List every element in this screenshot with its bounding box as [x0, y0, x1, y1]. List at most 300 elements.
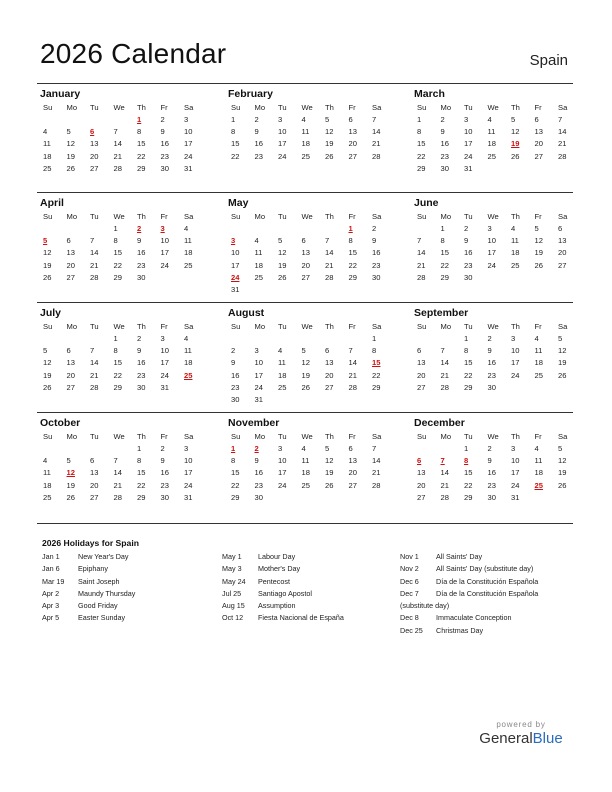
day-cell: 16 [254, 468, 263, 478]
country-label: Spain [529, 52, 568, 69]
day-cell: 18 [487, 139, 496, 149]
day-cell: 23 [464, 260, 473, 270]
holiday-item [42, 588, 217, 600]
day-cell: 26 [301, 382, 310, 392]
holiday-name: Día de la Constitución Española [436, 576, 539, 586]
day-cell: 16 [372, 248, 381, 258]
day-cell: 10 [511, 456, 520, 466]
day-cell: 17 [160, 248, 169, 258]
day-cell: 31 [184, 163, 193, 173]
holiday-date: Apr 5 [42, 613, 60, 623]
holiday-day-cell: 1 [231, 444, 236, 453]
day-cell: 26 [278, 272, 287, 282]
empty-cell [87, 443, 111, 455]
day-cell: 25 [487, 151, 496, 161]
day-cell: 20 [301, 260, 310, 270]
day-cell: 19 [301, 370, 310, 380]
day-cell: 22 [113, 370, 122, 380]
holiday-day-cell: 3 [160, 224, 165, 233]
empty-cell [275, 223, 299, 235]
day-cell: 16 [231, 370, 240, 380]
day-cell: 14 [113, 139, 122, 149]
day-cell: 21 [440, 370, 449, 380]
holiday-name: Fiesta Nacional de España [258, 613, 344, 623]
day-cell: 4 [278, 346, 283, 356]
day-cell: 17 [184, 139, 193, 149]
empty-cell [64, 114, 88, 126]
day-cell: 16 [137, 248, 146, 258]
day-cell: 23 [254, 480, 263, 490]
holiday-name: Día de la Constitución Española [436, 588, 539, 598]
month-march [414, 87, 574, 175]
month-name: October [40, 417, 81, 429]
day-cell: 13 [558, 236, 567, 246]
day-cell: 1 [464, 334, 469, 343]
month-name: March [414, 88, 445, 100]
day-cell: 27 [66, 272, 75, 282]
row-divider [37, 302, 573, 303]
weekday-header: Th [325, 432, 334, 441]
day-cell: 19 [66, 480, 75, 490]
day-cell: 24 [184, 480, 193, 490]
weekday-header: Sa [558, 212, 568, 221]
day-cell: 17 [511, 358, 520, 368]
empty-cell [322, 333, 346, 345]
holiday-date: Nov 2 [400, 564, 419, 574]
weekday-header: We [301, 432, 313, 441]
day-cell: 14 [348, 358, 357, 368]
weekday-header: Th [511, 212, 520, 221]
day-cell: 11 [278, 358, 286, 368]
row-divider [37, 412, 573, 413]
weekday-header: We [487, 432, 499, 441]
holiday-day-cell: 8 [464, 456, 469, 466]
holiday-item [400, 612, 575, 624]
day-cell: 31 [511, 492, 520, 502]
month-october [40, 416, 200, 504]
holiday-item [222, 576, 397, 588]
month-name: August [228, 307, 265, 319]
weekday-header: Sa [372, 103, 382, 112]
day-cell: 15 [231, 139, 240, 149]
day-cell: 24 [160, 260, 169, 270]
day-cell: 16 [160, 468, 169, 478]
empty-cell [299, 333, 323, 345]
weekday-header: Su [43, 212, 53, 221]
day-cell: 23 [137, 370, 146, 380]
day-cell: 2 [137, 334, 142, 343]
day-cell: 2 [372, 224, 377, 233]
day-cell: 29 [464, 492, 473, 502]
day-cell: 26 [66, 492, 75, 502]
holiday-day-cell: 24 [231, 272, 240, 282]
day-cell: 15 [464, 468, 473, 478]
day-cell: 18 [254, 260, 263, 270]
holiday-item [222, 551, 397, 563]
day-cell: 5 [325, 444, 330, 453]
day-cell: 24 [511, 480, 520, 490]
holiday-column [42, 551, 217, 625]
day-cell: 3 [160, 334, 165, 343]
day-cell: 9 [487, 346, 492, 356]
day-cell: 13 [417, 468, 426, 478]
day-grid [414, 211, 574, 284]
holiday-item [400, 576, 575, 588]
day-cell: 8 [137, 127, 142, 137]
day-cell: 24 [278, 480, 287, 490]
day-cell: 4 [184, 334, 189, 343]
day-cell: 30 [487, 382, 496, 392]
day-cell: 1 [113, 334, 118, 343]
weekday-header: Sa [184, 322, 194, 331]
day-cell: 7 [113, 456, 118, 466]
holiday-name: Mother's Day [258, 564, 301, 574]
day-cell: 28 [113, 163, 122, 173]
holiday-item [42, 551, 217, 563]
weekday-header: Su [43, 322, 53, 331]
day-cell: 16 [440, 139, 449, 149]
holiday-name: All Saints' Day (substitute day) [436, 564, 534, 574]
day-cell: 22 [417, 151, 426, 161]
empty-cell [64, 333, 88, 345]
day-cell: 3 [184, 115, 189, 124]
weekday-header: Fr [160, 322, 168, 331]
weekday-header: Fr [160, 212, 168, 221]
day-cell: 15 [137, 468, 146, 478]
month-name: April [40, 197, 64, 209]
day-cell: 10 [184, 456, 193, 466]
holiday-day-cell: 15 [372, 358, 381, 368]
empty-cell [252, 333, 276, 345]
day-cell: 5 [325, 115, 330, 124]
day-cell: 26 [511, 151, 520, 161]
weekday-header: Th [325, 322, 334, 331]
day-cell: 6 [348, 444, 353, 453]
day-cell: 3 [184, 444, 189, 453]
day-cell: 12 [301, 358, 310, 368]
holiday-day-cell: 2 [137, 224, 142, 233]
day-cell: 26 [558, 370, 567, 380]
day-cell: 6 [417, 346, 422, 356]
day-cell: 29 [137, 163, 146, 173]
holiday-name: Labour Day [258, 552, 296, 561]
day-cell: 13 [348, 127, 357, 137]
holiday-item [42, 563, 217, 575]
weekday-header: Fr [348, 212, 356, 221]
day-cell: 4 [534, 334, 539, 343]
day-cell: 7 [90, 346, 95, 356]
day-cell: 23 [487, 480, 496, 490]
day-cell: 21 [348, 370, 357, 380]
day-cell: 11 [43, 139, 51, 149]
empty-cell [228, 333, 252, 345]
holiday-item [42, 600, 217, 612]
calendar-title: 2026 Calendar [40, 38, 227, 69]
day-cell: 6 [301, 236, 306, 246]
holiday-date: May 24 [222, 576, 246, 586]
day-cell: 1 [417, 115, 422, 124]
month-name: February [228, 88, 273, 100]
holiday-day-cell: 1 [348, 224, 353, 233]
day-cell: 22 [137, 151, 146, 161]
day-cell: 15 [417, 139, 426, 149]
day-cell: 19 [43, 370, 52, 380]
holiday-day-cell: 6 [417, 456, 422, 466]
day-cell: 23 [160, 151, 169, 161]
day-grid [228, 321, 388, 406]
month-name: July [40, 307, 62, 319]
day-cell: 21 [417, 260, 426, 270]
day-cell: 3 [278, 115, 283, 124]
holiday-date: Dec 8 [400, 613, 419, 623]
day-grid [414, 431, 574, 504]
day-cell: 27 [348, 480, 357, 490]
day-cell: 9 [487, 456, 492, 466]
day-cell: 9 [160, 456, 165, 466]
holiday-name: New Year's Day [78, 552, 129, 561]
weekday-header: Tu [464, 322, 473, 331]
weekday-header: Th [137, 103, 146, 112]
weekday-header: We [301, 322, 313, 331]
day-cell: 30 [137, 382, 146, 392]
day-cell: 14 [90, 358, 99, 368]
day-cell: 25 [534, 370, 543, 380]
day-cell: 11 [184, 236, 192, 246]
day-cell: 11 [534, 346, 543, 356]
day-cell: 5 [43, 346, 48, 356]
weekday-header: Sa [184, 432, 194, 441]
weekday-header: Fr [160, 103, 168, 112]
holiday-item [222, 588, 397, 600]
holiday-name: Epiphany [78, 564, 108, 574]
day-cell: 19 [66, 151, 75, 161]
weekday-header: Th [511, 103, 520, 112]
day-cell: 18 [534, 358, 543, 368]
row-divider [37, 523, 573, 524]
day-cell: 22 [231, 480, 240, 490]
day-cell: 10 [278, 127, 287, 137]
day-cell: 29 [113, 382, 122, 392]
day-cell: 18 [278, 370, 287, 380]
day-cell: 17 [160, 358, 169, 368]
weekday-header: Th [325, 212, 334, 221]
weekday-header: Mo [254, 103, 266, 112]
holiday-name: Santiago Apostol [258, 588, 312, 598]
holiday-name: Maundy Thursday [78, 588, 136, 598]
day-cell: 28 [372, 480, 381, 490]
day-cell: 28 [372, 151, 381, 161]
day-cell: 6 [66, 346, 71, 356]
day-cell: 29 [440, 272, 449, 282]
day-cell: 24 [511, 370, 520, 380]
day-cell: 8 [440, 236, 445, 246]
weekday-header: Tu [278, 103, 287, 112]
holiday-item [400, 625, 575, 637]
weekday-header: Sa [372, 322, 382, 331]
day-cell: 8 [113, 346, 118, 356]
weekday-header: Sa [558, 103, 568, 112]
weekday-header: Tu [464, 212, 473, 221]
day-grid [40, 211, 200, 284]
day-cell: 29 [231, 492, 240, 502]
weekday-header: Th [511, 432, 520, 441]
weekday-header: Su [417, 322, 427, 331]
day-cell: 30 [137, 272, 146, 282]
day-cell: 25 [301, 480, 310, 490]
day-cell: 21 [372, 139, 381, 149]
day-grid [228, 211, 388, 296]
day-cell: 17 [184, 468, 193, 478]
day-cell: 21 [325, 260, 334, 270]
day-cell: 20 [348, 139, 357, 149]
day-cell: 4 [301, 444, 306, 453]
day-cell: 26 [66, 163, 75, 173]
generalblue-logo [475, 720, 567, 747]
day-cell: 10 [254, 358, 263, 368]
day-cell: 3 [278, 444, 283, 453]
day-cell: 14 [325, 248, 334, 258]
day-cell: 12 [511, 127, 520, 137]
holiday-day-cell: 25 [184, 370, 193, 380]
day-cell: 18 [301, 468, 310, 478]
day-cell: 15 [440, 248, 449, 258]
day-cell: 14 [90, 248, 99, 258]
day-cell: 19 [534, 248, 543, 258]
holiday-column [400, 551, 575, 637]
empty-cell [414, 223, 438, 235]
day-cell: 12 [325, 456, 334, 466]
holiday-name: Good Friday [78, 601, 118, 611]
day-cell: 11 [301, 127, 310, 137]
day-cell: 4 [184, 224, 189, 233]
holiday-day-cell: 3 [231, 236, 236, 246]
day-cell: 29 [464, 382, 473, 392]
day-cell: 19 [558, 468, 567, 478]
day-cell: 8 [113, 236, 118, 246]
weekday-header: Mo [66, 322, 78, 331]
month-july [40, 306, 200, 394]
weekday-header: Th [137, 212, 146, 221]
weekday-header: Tu [90, 322, 99, 331]
holiday-date: Dec 25 [400, 625, 423, 635]
day-cell: 21 [113, 480, 122, 490]
weekday-header: Fr [348, 322, 356, 331]
day-cell: 21 [372, 468, 381, 478]
day-cell: 12 [66, 139, 75, 149]
month-name: November [228, 417, 280, 429]
day-cell: 13 [301, 248, 310, 258]
month-name: May [228, 197, 249, 209]
day-cell: 26 [558, 480, 567, 490]
weekday-header: Su [231, 212, 241, 221]
day-cell: 9 [160, 127, 165, 137]
day-cell: 12 [558, 456, 567, 466]
holiday-day-cell: 12 [66, 468, 75, 478]
day-cell: 30 [487, 492, 496, 502]
day-cell: 20 [348, 468, 357, 478]
weekday-header: Su [231, 322, 241, 331]
holiday-day-cell: 5 [43, 236, 48, 246]
holiday-name: Immaculate Conception [436, 613, 512, 623]
weekday-header: We [301, 103, 313, 112]
day-cell: 25 [511, 260, 520, 270]
holiday-date: May 3 [222, 564, 242, 574]
day-cell: 27 [417, 382, 426, 392]
day-cell: 12 [325, 127, 334, 137]
day-cell: 2 [464, 224, 469, 233]
day-cell: 7 [325, 236, 330, 246]
day-cell: 27 [417, 492, 426, 502]
day-cell: 18 [184, 358, 193, 368]
day-cell: 18 [184, 248, 193, 258]
empty-cell [228, 223, 252, 235]
weekday-header: We [487, 322, 499, 331]
empty-cell [40, 114, 64, 126]
day-cell: 1 [440, 224, 445, 233]
day-cell: 25 [184, 260, 193, 270]
holiday-column [222, 551, 397, 625]
weekday-header: Th [137, 432, 146, 441]
day-cell: 2 [440, 115, 445, 124]
weekday-header: Th [137, 322, 146, 331]
day-cell: 5 [66, 127, 71, 137]
day-cell: 31 [254, 394, 263, 404]
weekday-header: Sa [558, 432, 568, 441]
day-cell: 17 [231, 260, 240, 270]
day-cell: 23 [440, 151, 449, 161]
day-cell: 11 [487, 127, 496, 137]
day-grid [40, 321, 200, 394]
day-cell: 14 [417, 248, 426, 258]
day-cell: 31 [160, 382, 169, 392]
day-cell: 11 [511, 236, 519, 246]
day-cell: 31 [464, 163, 473, 173]
weekday-header: Th [325, 103, 334, 112]
day-cell: 12 [278, 248, 287, 258]
day-cell: 24 [278, 151, 287, 161]
day-cell: 25 [278, 382, 287, 392]
day-cell: 5 [558, 334, 563, 343]
day-cell: 2 [160, 115, 165, 124]
day-cell: 6 [325, 346, 330, 356]
empty-cell [64, 223, 88, 235]
holiday-day-cell: 19 [511, 139, 520, 149]
weekday-header: We [487, 212, 499, 221]
weekday-header: Mo [440, 212, 452, 221]
row-divider [37, 83, 573, 84]
day-cell: 22 [137, 480, 146, 490]
day-cell: 27 [301, 272, 310, 282]
month-name: December [414, 417, 465, 429]
month-january [40, 87, 200, 175]
weekday-header: Su [417, 432, 427, 441]
day-cell: 31 [184, 492, 193, 502]
day-cell: 20 [417, 370, 426, 380]
weekday-header: Mo [66, 212, 78, 221]
day-cell: 23 [372, 260, 381, 270]
month-name: September [414, 307, 469, 319]
weekday-header: Su [43, 103, 53, 112]
day-cell: 10 [511, 346, 520, 356]
day-cell: 21 [90, 370, 99, 380]
weekday-header: Tu [464, 432, 473, 441]
day-cell: 23 [231, 382, 240, 392]
holiday-day-cell: 6 [90, 127, 95, 137]
day-cell: 8 [372, 346, 377, 356]
day-cell: 23 [487, 370, 496, 380]
day-cell: 23 [160, 480, 169, 490]
day-cell: 25 [43, 492, 52, 502]
